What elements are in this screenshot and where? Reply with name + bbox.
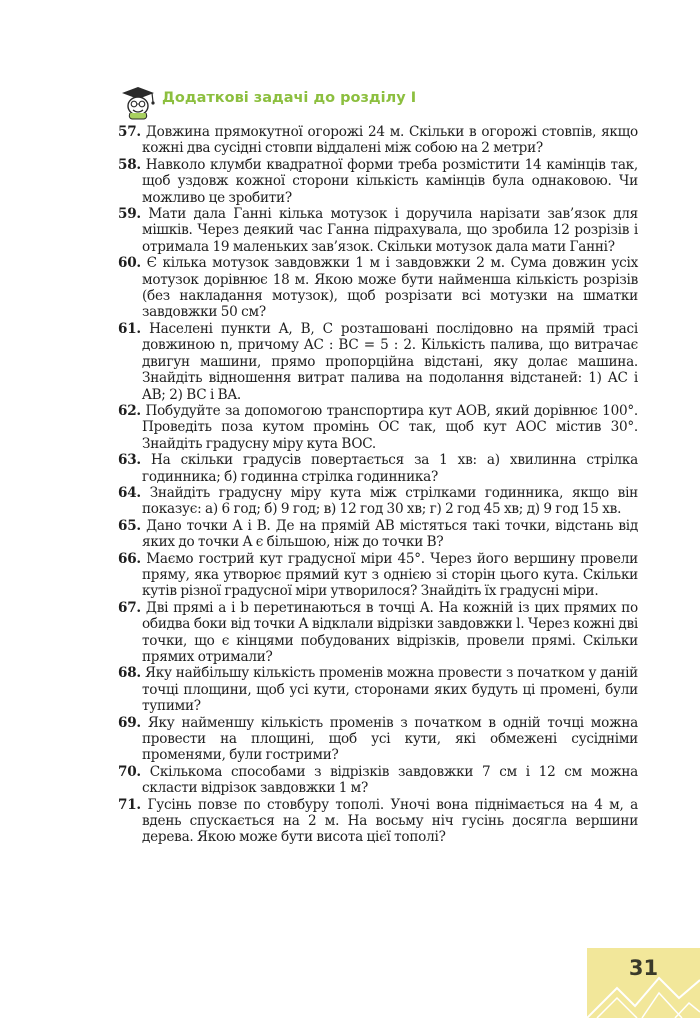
section-header: [118, 84, 418, 124]
problem-number: 58.: [118, 156, 141, 173]
problem-number: 60.: [118, 255, 141, 272]
problem-66: [118, 551, 638, 600]
problem-text: Яку найменшу кількість променів з початком в одній точці можна провести на площині, щоб усі кути, які обмежені сусідніми променями, були гострими?: [142, 714, 638, 764]
problem-67: [118, 600, 638, 666]
problem-number: 67.: [118, 599, 141, 616]
problem-number: 69.: [118, 714, 141, 731]
problem-text: Є кілька мотузок завдовжки 1 м і завдовжки 2 м. Сума довжин усіх мотузок дорівнює 18 м. Якою може бути найменша кількість розрізів (без накладання мотузок), щоб розрізати всі мотузки на шматки завдовжки 50 см?: [142, 255, 638, 321]
problem-text: Знайдіть градусну міру кута між стрілками годинника, якщо він показує: а) 6 год; б) 9 год; в) 12 год 30 хв; г) 2 год 45 хв; д) 9 год 15 хв.: [142, 484, 638, 518]
problem-70: [118, 764, 638, 797]
problem-number: 57.: [118, 124, 141, 140]
page-number-box: [587, 948, 700, 1018]
problem-65: [118, 518, 638, 551]
problem-text: Маємо гострий кут градусної міри 45°. Через його вершину провели пряму, яка утворює прямий кут з однією зі сторін цього кута. Скільки кутів різної градусної міри утворилося? Знайдіть їх градусні міри.: [142, 550, 638, 600]
problem-71: [118, 797, 638, 846]
student-mascot-icon: [118, 84, 158, 120]
problem-number: 65.: [118, 517, 141, 534]
problem-number: 63.: [118, 452, 141, 469]
problem-number: 62.: [118, 402, 141, 419]
section-title: Додаткові задачі до розділу І: [162, 90, 417, 106]
problem-number: 71.: [118, 796, 141, 813]
problem-62: [118, 403, 638, 452]
problem-59: [118, 206, 638, 255]
problem-list: [118, 124, 638, 846]
problem-60: [118, 255, 638, 321]
problem-text: Навколо клумби квадратної форми треба розмістити 14 камінців так, щоб уздовж кожної сторони кількість камінців була однаковою. Чи можливо це зробити?: [142, 156, 638, 206]
problem-61: [118, 321, 638, 403]
problem-69: [118, 715, 638, 764]
problem-58: [118, 157, 638, 206]
problem-text: Гусінь повзе по стовбуру тополі. Уночі вона піднімається на 4 м, а вдень спускається на 2 м. На восьму ніч гусінь досягла вершини дерева. Якою може бути висота цієї тополі?: [142, 796, 638, 846]
problem-text: Дано точки A і B. Де на прямій AB містяться такі точки, відстань від яких до точки A є більшою, ніж до точки B?: [142, 517, 638, 551]
problem-text: Яку найбільшу кількість променів можна провести з початком у даній точці площини, щоб усі кути, сторонами яких будуть ці промені, були тупими?: [142, 665, 638, 715]
problem-63: [118, 452, 638, 485]
page-number: 31: [628, 956, 659, 980]
problem-57: [118, 124, 638, 157]
problem-text: Населені пункти A, B, C розташовані послідовно на прямій трасі довжиною n, причому AC : BC = 5 : 2. Кількість палива, що витрачає двигун машини, прямо пропорційна відстані, яку долає машина. Знайдіть відношення витрат палива на подолання відстаней: 1) AC і AB; 2) BC і BA.: [142, 320, 638, 403]
problem-text: Довжина прямокутної огорожі 24 м. Скільки в огорожі стовпів, якщо кожні два сусідні стовпи віддалені між собою на 2 метри?: [142, 124, 638, 157]
problem-number: 64.: [118, 484, 141, 501]
problem-number: 68.: [118, 665, 141, 682]
problem-text: Скількома способами з відрізків завдовжки 7 см і 12 см можна скласти відрізок завдовжки 1 м?: [142, 763, 638, 797]
problem-number: 66.: [118, 550, 141, 567]
problem-text: Побудуйте за допомогою транспортира кут AOB, який дорівнює 100°. Проведіть поза кутом промінь OC так, щоб кут AOC містив 30°. Знайдіть градусну міру кута BOC.: [142, 402, 638, 452]
problem-number: 70.: [118, 763, 141, 780]
problem-68: [118, 665, 638, 714]
problem-text: Мати дала Ганні кілька мотузок і доручила нарізати зав’язок для мішків. Через деякий час Ганна підрахувала, що зробила 12 розрізів і отримала 19 маленьких зав’язок. Скільки мотузок дала мати Ганні?: [142, 206, 638, 255]
problem-64: [118, 485, 638, 518]
problem-text: На скільки градусів повертається за 1 хв: а) хвилинна стрілка годинника; б) годинна стрілка годинника?: [142, 452, 639, 485]
problem-number: 61.: [118, 320, 141, 337]
problem-number: 59.: [118, 206, 141, 223]
problem-text: Дві прямі a і b перетинаються в точці A. На кожній із цих прямих по обидва боки від точки A відклали відрізки завдовжки l. Через кожні дві точки, що є кінцями побудованих відрізків, провели прямі. Скільки прямих отримали?: [142, 599, 638, 665]
